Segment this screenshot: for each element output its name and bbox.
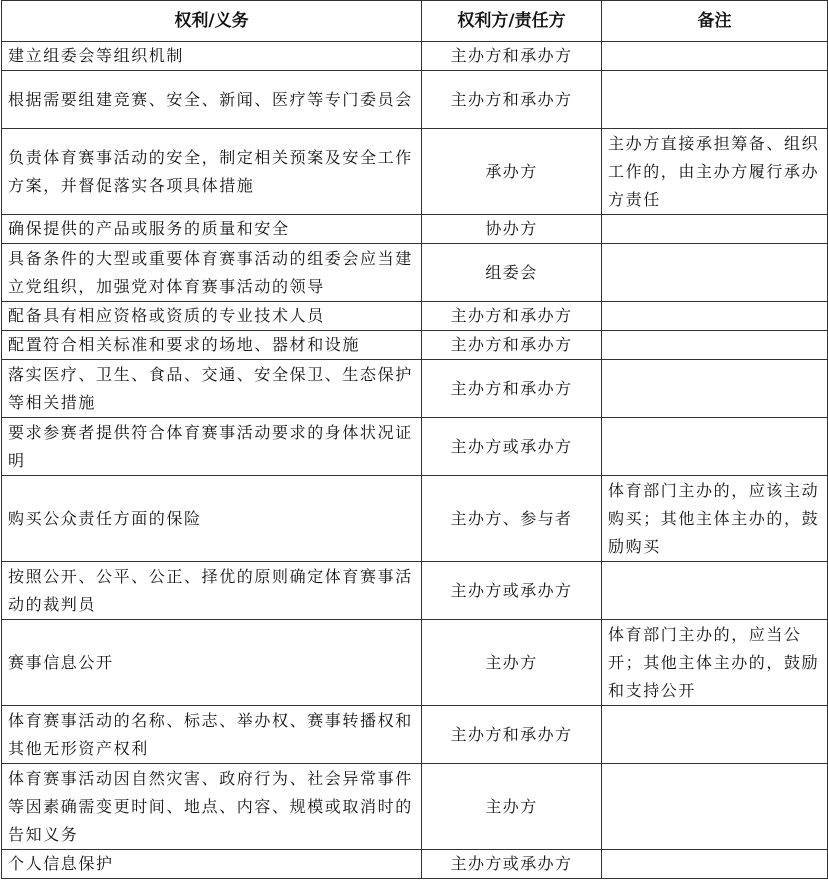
party-cell: 主办方或承办方 xyxy=(422,418,602,476)
duty-cell: 个人信息保护 xyxy=(2,850,422,879)
party-cell: 主办方或承办方 xyxy=(422,562,602,620)
duty-cell: 按照公开、公平、公正、择优的原则确定体育赛事活动的裁判员 xyxy=(2,562,422,620)
duty-cell: 购买公众责任方面的保险 xyxy=(2,476,422,562)
table-row xyxy=(2,706,828,764)
note-cell xyxy=(602,562,828,620)
duty-cell: 要求参赛者提供符合体育赛事活动要求的身体状况证明 xyxy=(2,418,422,476)
table-row xyxy=(2,562,828,620)
table-row xyxy=(2,215,828,244)
table-row xyxy=(2,620,828,706)
party-cell: 主办方 xyxy=(422,620,602,706)
note-cell xyxy=(602,360,828,418)
note-cell xyxy=(602,215,828,244)
note-cell xyxy=(602,764,828,850)
note-cell xyxy=(602,850,828,879)
duty-cell: 配置符合相关标准和要求的场地、器材和设施 xyxy=(2,331,422,360)
note-cell xyxy=(602,302,828,331)
table-row xyxy=(2,476,828,562)
note-cell xyxy=(602,244,828,302)
note-cell xyxy=(602,331,828,360)
note-cell xyxy=(602,71,828,129)
table-row xyxy=(2,850,828,879)
table-row xyxy=(2,331,828,360)
party-cell: 主办方 xyxy=(422,764,602,850)
note-cell: 体育部门主办的，应当公开；其他主体主办的，鼓励和支持公开 xyxy=(602,620,828,706)
party-cell: 协办方 xyxy=(422,215,602,244)
table-row xyxy=(2,360,828,418)
party-cell: 主办方和承办方 xyxy=(422,71,602,129)
note-cell xyxy=(602,418,828,476)
party-cell: 承办方 xyxy=(422,129,602,215)
duty-cell: 体育赛事活动的名称、标志、举办权、赛事转播权和其他无形资产权利 xyxy=(2,706,422,764)
table-row xyxy=(2,764,828,850)
table-row xyxy=(2,129,828,215)
duty-cell: 根据需要组建竞赛、安全、新闻、医疗等专门委员会 xyxy=(2,71,422,129)
note-cell xyxy=(602,706,828,764)
party-cell: 主办方和承办方 xyxy=(422,360,602,418)
table-row xyxy=(2,71,828,129)
duty-cell: 具备条件的大型或重要体育赛事活动的组委会应当建立党组织，加强党对体育赛事活动的领导 xyxy=(2,244,422,302)
duty-cell: 落实医疗、卫生、食品、交通、安全保卫、生态保护等相关措施 xyxy=(2,360,422,418)
party-cell: 主办方或承办方 xyxy=(422,850,602,879)
duty-cell: 负责体育赛事活动的安全，制定相关预案及安全工作方案，并督促落实各项具体措施 xyxy=(2,129,422,215)
note-cell xyxy=(602,42,828,71)
header-party: 权利方/责任方 xyxy=(422,1,602,42)
table-row xyxy=(2,302,828,331)
note-cell: 主办方直接承担筹备、组织工作的，由主办方履行承办方责任 xyxy=(602,129,828,215)
party-cell: 主办方、参与者 xyxy=(422,476,602,562)
header-note: 备注 xyxy=(602,1,828,42)
party-cell: 主办方和承办方 xyxy=(422,706,602,764)
table-row xyxy=(2,418,828,476)
table-row xyxy=(2,42,828,71)
duty-cell: 赛事信息公开 xyxy=(2,620,422,706)
table-row xyxy=(2,244,828,302)
duties-table xyxy=(1,0,828,879)
party-cell: 主办方和承办方 xyxy=(422,42,602,71)
duty-cell: 配备具有相应资格或资质的专业技术人员 xyxy=(2,302,422,331)
duty-cell: 建立组委会等组织机制 xyxy=(2,42,422,71)
duty-cell: 确保提供的产品或服务的质量和安全 xyxy=(2,215,422,244)
note-cell: 体育部门主办的，应该主动购买；其他主体主办的，鼓励购买 xyxy=(602,476,828,562)
party-cell: 组委会 xyxy=(422,244,602,302)
duty-cell: 体育赛事活动因自然灾害、政府行为、社会异常事件等因素确需变更时间、地点、内容、规模或取消时的告知义务 xyxy=(2,764,422,850)
header-duty: 权利/义务 xyxy=(2,1,422,42)
party-cell: 主办方和承办方 xyxy=(422,302,602,331)
party-cell: 主办方和承办方 xyxy=(422,331,602,360)
header-row xyxy=(2,1,828,42)
